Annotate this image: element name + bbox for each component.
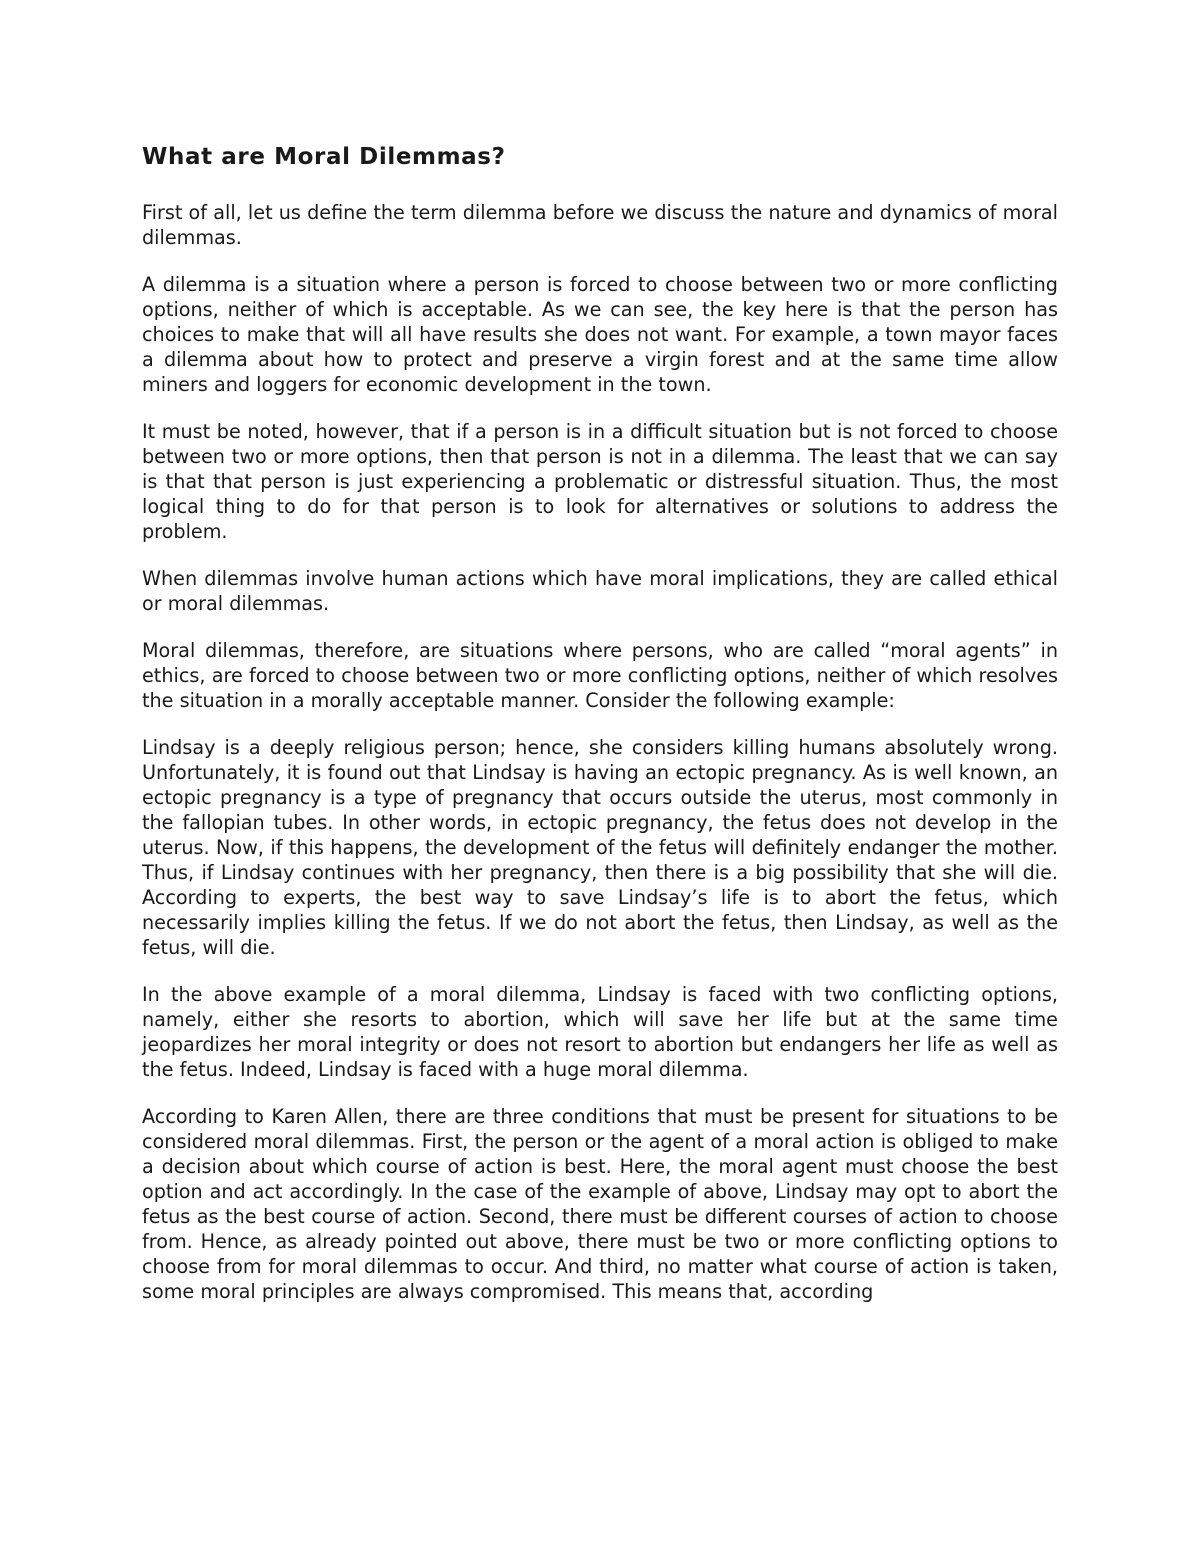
paragraph-moral-dilemmas-definition: Moral dilemmas, therefore, are situations where persons, who are called “moral agents” in ethics, are forced to choose between two or more conflicting options, neither of which resolves the situation in a morally acceptable manner. Consider the following example: <box>142 639 1058 712</box>
paragraph-three-conditions: According to Karen Allen, there are three conditions that must be present for situations to be considered moral dilemmas. First, the person or the agent of a moral action is obliged to make a decision about which course of action is best. Here, the moral agent must choose the best option and act accordingly. In the case of the example of above, Lindsay may opt to abort the fetus as the best course of action. Second, there must be different courses of action to choose from. Hence, as already pointed out above, there must be two or more conflicting options to choose from for moral dilemmas to occur. And third, no matter what course of action is taken, some moral principles are always compromised. This means that, according <box>142 1105 1058 1303</box>
paragraph-dilemma-definition: A dilemma is a situation where a person is forced to choose between two or more conflicting options, neither of which is acceptable. As we can see, the key here is that the person has choices to make that will all have results she does not want. For example, a town mayor faces a dilemma about how to protect and preserve a virgin forest and at the same time allow miners and loggers for economic development in the town. <box>142 273 1058 396</box>
paragraph-ethical-dilemmas: When dilemmas involve human actions which have moral implications, they are called ethical or moral dilemmas. <box>142 567 1058 615</box>
paragraph-lindsay-example: Lindsay is a deeply religious person; hence, she considers killing humans absolutely wrong. Unfortunately, it is found out that Lindsay is having an ectopic pregnancy. As is well known, an ectopic pregnancy is a type of pregnancy that occurs outside the uterus, most commonly in the fallopian tubes. In other words, in ectopic pregnancy, the fetus does not develop in the uterus. Now, if this happens, the development of the fetus will definitely endanger the mother. Thus, if Lindsay continues with her pregnancy, then there is a big possibility that she will die. According to experts, the best way to save Lindsay’s life is to abort the fetus, which necessarily implies killing the fetus. If we do not abort the fetus, then Lindsay, as well as the fetus, will die. <box>142 736 1058 959</box>
document-title: What are Moral Dilemmas? <box>142 144 506 170</box>
paragraph-difficult-situation: It must be noted, however, that if a person is in a difficult situation but is not forced to choose between two or more options, then that person is not in a dilemma. The least that we can say is that that person is just experiencing a problematic or distressful situation. Thus, the most logical thing to do for that person is to look for alternatives or solutions to address the problem. <box>142 420 1058 543</box>
document-body <box>142 140 1058 1304</box>
paragraph-dilemma-intro: First of all, let us define the term dilemma before we discuss the nature and dynamics of moral dilemmas. <box>142 201 1058 249</box>
paragraph-example-analysis: In the above example of a moral dilemma, Lindsay is faced with two conflicting options, namely, either she resorts to abortion, which will save her life but at the same time jeopardizes her moral integrity or does not resort to abortion but endangers her life as well as the fetus. Indeed, Lindsay is faced with a huge moral dilemma. <box>142 983 1058 1081</box>
